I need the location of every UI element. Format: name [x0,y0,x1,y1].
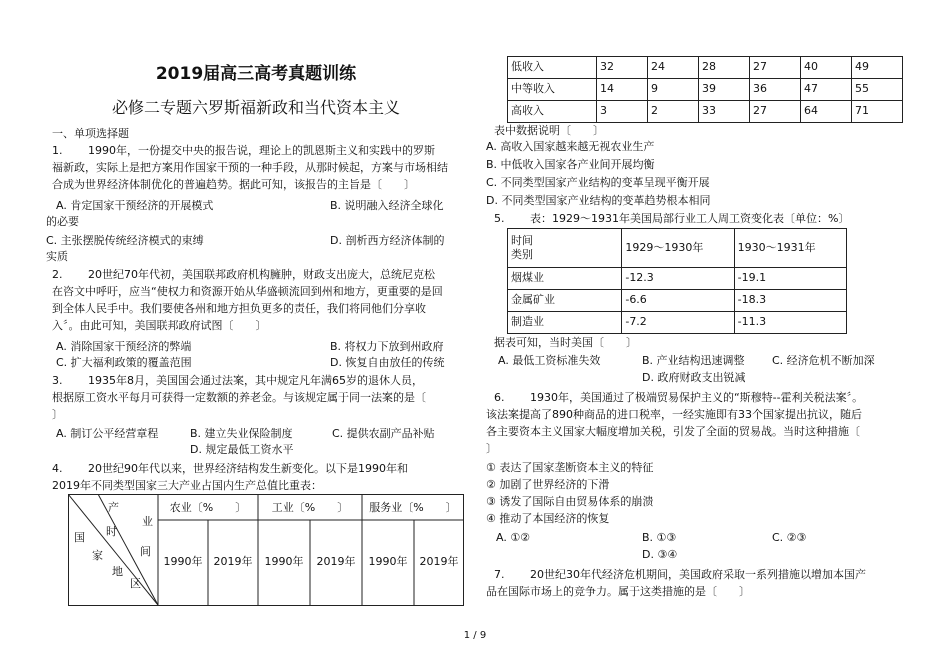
q7-stem [486,566,926,600]
q5-cell: -7.2 [622,312,734,334]
col-header-industry: 工业〔% 〕 [271,501,349,514]
q6-option-c[interactable]: C. ②③ [772,531,807,544]
year-header: 2019年 [316,555,356,568]
year-header: 2019年 [419,555,459,568]
q4-cell: 64 [801,101,852,123]
q5-corner-cell [508,229,622,268]
q1-line2: 福新政，实际上是把方案用作国家干预的一种手段，从那时候起，方案与市场相结 [52,161,448,174]
page-number: 1 / 9 [463,630,487,641]
q6-option-d[interactable]: D. ③④ [642,548,678,561]
q4-cell: 3 [597,101,648,123]
q1-line1: 1. 1990年，一份提交中央的报告说，理论上的凯恩斯主义和实践中的罗斯 [52,144,435,157]
q5-hdr-category: 类别 [511,248,533,261]
q4-cell: 32 [597,57,648,79]
q5-stem: 5. 表：1929～1931年美国局部行业工人周工资变化表〔单位：%〕 [494,212,850,225]
year-header: 1990年 [163,555,203,568]
q5-cell: -6.6 [622,290,734,312]
q1-option-b[interactable]: B. 说明融入经济全球化 [330,199,444,212]
diag-guo: 国 [74,531,85,544]
q6-line2: 该法案提高了890种商品的进口税率，一经实施即有33个国家提出抗议，随后 [486,408,862,421]
q4-cell: 9 [648,79,699,101]
q2-line3: 到全体人民手中。我们要使各州和地方担负更多的责任，我们将同他们分享收 [52,302,426,315]
q5-table-row [508,312,847,334]
diag-jian: 间 [140,545,151,558]
q5-option-c[interactable]: C. 经济危机不断加深 [772,354,875,367]
q5-table-row [508,268,847,290]
q4-option-c[interactable]: C. 不同类型国家产业结构的变革呈现平衡开展 [486,176,710,189]
q6-option-a[interactable]: A. ①② [496,531,531,544]
q6-stem [486,389,926,457]
q4-table-row [508,101,903,123]
diag-di: 地 [112,565,123,578]
q5-col2-header: 1930～1931年 [734,229,846,268]
q4-row-label: 中等收入 [508,79,597,101]
q6-line4: 〕 [486,442,497,455]
q6-item-2: ② 加剧了世界经济的下滑 [486,478,610,491]
diag-qu: 区 [130,577,141,590]
q5-cell: -18.3 [734,290,846,312]
q1-line3: 合成为世界经济体制优化的普遍趋势。据此可知，该报告的主旨是〔 〕 [52,178,415,191]
q4-cell: 36 [750,79,801,101]
q7-line1: 7. 20世纪30年代经济危机期间，美国政府采取一系列措施以增加本国产 [494,568,866,581]
q4-cell: 27 [750,101,801,123]
year-header: 2019年 [213,555,253,568]
q5-hdr-time: 时间 [511,234,533,247]
q5-row-label: 烟煤业 [508,268,622,290]
q4-cell: 14 [597,79,648,101]
q5-cell: -19.1 [734,268,846,290]
q3-line3: 〕 [52,408,63,421]
q1-option-a[interactable]: A. 肯定国家干预经济的开展模式 [56,199,214,212]
q6-line1: 6. 1930年，美国通过了极端贸易保护主义的“斯穆特--霍利关税法案〞。 [494,391,864,404]
q2-stem [52,266,472,334]
q3-line1: 3. 1935年8月，美国国会通过法案，其中规定凡年满65岁的退休人员， [52,374,423,387]
q4-option-b[interactable]: B. 中低收入国家各产业间开展均衡 [486,158,655,171]
diag-chan: 产 [108,501,119,514]
document-subtitle: 必修二专题六罗斯福新政和当代资本主义 [111,98,400,117]
q2-line4: 入〞。由此可知，美国联邦政府试图〔 〕 [52,319,267,332]
q7-line2: 品在国际市场上的竞争力。属于这类措施的是〔 〕 [486,585,750,598]
q3-option-c[interactable]: C. 提供农副产品补贴 [332,427,435,440]
q5-row-label: 金属矿业 [508,290,622,312]
year-header: 1990年 [368,555,408,568]
q4-cell: 47 [801,79,852,101]
q6-item-1: ① 表达了国家垄断资本主义的特征 [486,461,654,474]
q2-line1: 2. 20世纪70年代初，美国联邦政府机构臃肿，财政支出庞大，总统尼克松 [52,268,435,281]
q6-option-b[interactable]: B. ①③ [642,531,677,544]
q1-option-d-cont: 实质 [46,250,68,263]
q5-cell: -11.3 [734,312,846,334]
q4-cell: 40 [801,57,852,79]
q4-question: 表中数据说明〔 〕 [494,124,604,137]
q4-cell: 55 [852,79,903,101]
q2-option-a[interactable]: A. 消除国家干预经济的弊端 [56,340,192,353]
q4-cell: 24 [648,57,699,79]
q2-line2: 在咨文中呼吁，应当“使权力和资源开始从华盛顿流回到州和地方，更重要的是回 [52,285,443,298]
q4-line2: 2019年不同类型国家三大产业占国内生产总值比重表： [52,479,322,492]
q1-option-c[interactable]: C. 主张摆脱传统经济模式的束缚 [46,234,204,247]
q4-cell: 39 [699,79,750,101]
q3-option-a[interactable]: A. 制订公平经营章程 [56,427,159,440]
q4-table-header [68,494,464,606]
diag-shi: 时 [106,525,117,538]
q4-stem [52,460,472,494]
q6-item-3: ③ 诱发了国际自由贸易体系的崩溃 [486,495,654,508]
diag-jia: 家 [92,549,103,562]
q3-option-d[interactable]: D. 规定最低工资水平 [190,443,294,456]
q4-cell: 71 [852,101,903,123]
q1-stem [52,142,472,193]
q6-item-4: ④ 推动了本国经济的恢复 [486,512,610,525]
year-header: 1990年 [264,555,304,568]
q3-option-b[interactable]: B. 建立失业保险制度 [190,427,293,440]
section-heading: 一、单项选择题 [52,127,129,140]
col-header-service: 服务业〔% 〕 [369,501,457,514]
q4-row-label: 高收入 [508,101,597,123]
q4-row-label: 低收入 [508,57,597,79]
q4-cell: 28 [699,57,750,79]
q5-row-label: 制造业 [508,312,622,334]
q5-table-row [508,290,847,312]
q3-stem [52,372,472,423]
q2-option-d[interactable]: D. 恢复自由放任的传统 [330,356,445,369]
q4-table-row [508,57,903,79]
q5-option-d[interactable]: D. 政府财政支出锐减 [642,371,746,384]
q4-option-d[interactable]: D. 不同类型国家产业结构的变革趋势根本相同 [486,194,711,207]
q5-question: 据表可知，当时美国〔 〕 [494,336,637,349]
q1-option-b-cont: 的必要 [46,215,79,228]
q5-col1-header: 1929～1930年 [622,229,734,268]
q2-option-b[interactable]: B. 将权力下放到州政府 [330,340,444,353]
q4-option-a[interactable]: A. 高收入国家越来越无视农业生产 [486,140,655,153]
q4-cell: 33 [699,101,750,123]
q1-option-d[interactable]: D. 剖析西方经济体制的 [330,234,445,247]
q6-line3: 各主要资本主义国家大幅度增加关税，引发了全面的贸易战。当时这种措施〔 [486,425,860,438]
q2-option-c[interactable]: C. 扩大福利政策的覆盖范围 [56,356,192,369]
q4-cell: 49 [852,57,903,79]
q4-table-row [508,79,903,101]
q5-option-a[interactable]: A. 最低工资标准失效 [498,354,601,367]
q5-option-b[interactable]: B. 产业结构迅速调整 [642,354,745,367]
q4-cell: 27 [750,57,801,79]
q5-cell: -12.3 [622,268,734,290]
diag-ye: 业 [142,515,153,528]
q5-data-table [507,228,847,334]
document-title: 2019届高三高考真题训练 [155,64,357,84]
q4-data-table [507,56,903,123]
q4-cell: 2 [648,101,699,123]
q3-line2: 根据原工资水平每月可获得一定数额的养老金。与该规定属于同一法案的是〔 [52,391,426,404]
q4-line1: 4. 20世纪90年代以来，世界经济结构发生新变化。以下是1990年和 [52,462,408,475]
col-header-agri: 农业〔% 〕 [169,501,247,514]
